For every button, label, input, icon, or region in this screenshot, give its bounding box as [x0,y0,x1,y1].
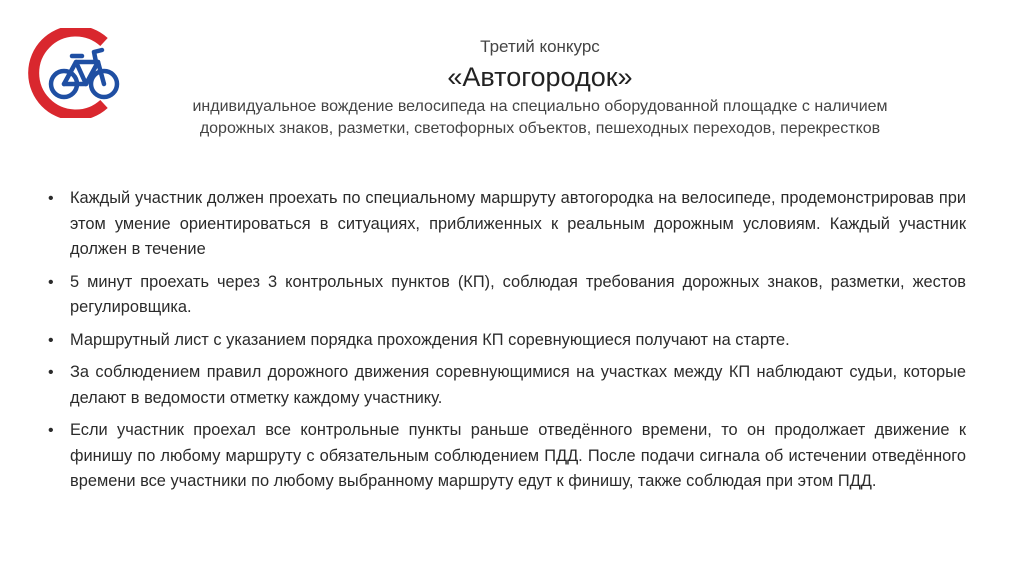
list-item [48,270,966,321]
list-item [48,418,966,495]
list-item [48,328,966,354]
list-item-text: 5 минут проехать через 3 контрольных пунктов (КП), соблюдая требования дорожных знаков, разметки, жестов регулировщика. [70,272,966,316]
bullet-icon: • [48,364,54,381]
list-item-text: За соблюдением правил дорожного движения соревнующимися на участках между КП наблюдают судьи, которые делают в ведомости отметку каждому участнику. [70,363,966,407]
bullet-icon: • [48,422,54,439]
subtitle-line-1: индивидуальное вождение велосипеда на специально оборудованной площадке с наличием [192,98,888,115]
bullet-icon: • [48,190,54,207]
list-item [48,186,966,263]
header [130,36,950,140]
subtitle [130,96,950,140]
bicycle-sign-icon [12,28,132,118]
list-item-text: Маршрутный лист с указанием порядка прохождения КП соревнующиеся получают на старте. [70,330,790,349]
pre-title: Третий конкурс [480,37,600,56]
subtitle-line-2: дорожных знаков, разметки, светофорных объектов, пешеходных переходов, перекрестков [199,120,881,137]
page-title: «Автогородок» [447,62,633,92]
bullet-list [48,186,966,502]
list-item [48,360,966,411]
bullet-icon: • [48,273,54,291]
list-item-text: Если участник проехал все контрольные пункты раньше отведённого времени, то он продолжает движение к финишу по любому маршруту с обязательным соблюдением ПДД. После подачи сигнала об истечении отведённого времени все участники по любому выбранному маршруту едут к финишу, также соблюдая при этом ПДД. [70,421,966,490]
bullet-icon: • [48,331,54,349]
logo [12,28,132,118]
list-item-text: Каждый участник должен проехать по специальному маршруту автогородка на велосипеде, продемонстрировав при этом умение ориентироваться в ситуациях, приближенных к реальным дорожным условиям. Каждый участник должен в течение [70,189,966,258]
